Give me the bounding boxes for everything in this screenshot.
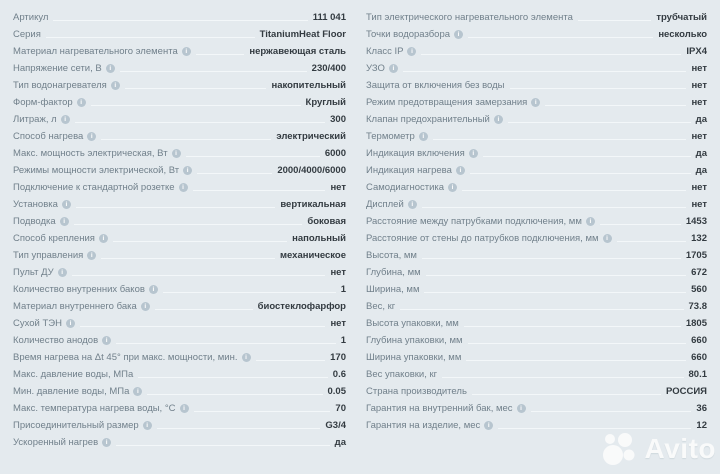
spec-row (13, 382, 346, 399)
spec-row (13, 263, 346, 280)
info-icon[interactable]: i (62, 200, 71, 209)
spec-label: Гарантия на изделие, мес (366, 420, 481, 431)
spec-value: нет (330, 182, 346, 193)
spec-column-left (13, 8, 346, 450)
spec-row (13, 297, 346, 314)
spec-label: Клапан предохранительный (366, 114, 490, 125)
spec-label: Индикация нагрева (366, 165, 452, 176)
spec-label: Вес, кг (366, 301, 396, 312)
spec-label: Гарантия на внутренний бак, мес (366, 403, 513, 414)
spec-value: 170 (330, 352, 346, 363)
leader-line (498, 428, 691, 429)
spec-label: Присоединительный размер (13, 420, 139, 431)
spec-value: нет (330, 267, 346, 278)
spec-value: 1805 (685, 318, 707, 329)
leader-line (91, 105, 301, 106)
leader-line (531, 411, 692, 412)
spec-row (13, 93, 346, 110)
spec-value: нет (330, 318, 346, 329)
leader-line (197, 173, 272, 174)
info-icon[interactable]: i (106, 64, 115, 73)
spec-row (13, 59, 346, 76)
spec-label: Защита от включения без воды (366, 80, 505, 91)
info-icon[interactable]: i (60, 217, 69, 226)
spec-row (366, 229, 707, 246)
info-icon[interactable]: i (494, 115, 503, 124)
spec-label: Тип водонагревателя (13, 80, 107, 91)
avito-watermark (601, 430, 716, 468)
leader-line (157, 428, 321, 429)
spec-row (13, 348, 346, 365)
spec-value: нет (691, 80, 707, 91)
leader-line (442, 377, 683, 378)
spec-label: Тип управления (13, 250, 84, 261)
leader-line (101, 258, 275, 259)
spec-row (13, 331, 346, 348)
spec-row (366, 399, 707, 416)
spec-value: 660 (691, 335, 707, 346)
spec-value: накопительный (271, 80, 346, 91)
spec-label: Установка (13, 199, 58, 210)
leader-line (472, 394, 661, 395)
spec-value: 132 (691, 233, 707, 244)
leader-line (138, 377, 328, 378)
spec-label: Материал внутреннего бака (13, 301, 137, 312)
info-icon[interactable]: i (61, 115, 70, 124)
spec-row (366, 314, 707, 331)
spec-row (366, 93, 707, 110)
spec-row (366, 280, 707, 297)
spec-value: 300 (330, 114, 346, 125)
spec-value: несколько (658, 29, 707, 40)
spec-label: Форм-фактор (13, 97, 73, 108)
leader-line (403, 71, 687, 72)
spec-value: нет (691, 131, 707, 142)
spec-label: Глубина, мм (366, 267, 421, 278)
spec-row (366, 348, 707, 365)
spec-value: 1705 (685, 250, 707, 261)
spec-label: Мин. давление воды, МПа (13, 386, 130, 397)
info-icon[interactable]: i (102, 438, 111, 447)
spec-value: 230/400 (311, 63, 346, 74)
leader-line (75, 122, 326, 123)
spec-row (366, 25, 707, 42)
spec-label: Макс. температура нагрева воды, °С (13, 403, 176, 414)
spec-label: Ускоренный нагрев (13, 437, 99, 448)
spec-value: 0.6 (332, 369, 346, 380)
leader-line (545, 105, 686, 106)
spec-row (366, 127, 707, 144)
spec-label: Подключение к стандартной розетке (13, 182, 175, 193)
spec-value: РОССИЯ (666, 386, 707, 397)
spec-row (366, 263, 707, 280)
spec-row (13, 25, 346, 42)
info-icon[interactable]: i (407, 47, 416, 56)
spec-label: Время нагрева на Δt 45° при макс. мощности, мин. (13, 352, 238, 363)
info-icon[interactable]: i (182, 47, 191, 56)
leader-line (155, 309, 253, 310)
spec-label: Количество анодов (13, 335, 99, 346)
spec-value: 12 (696, 420, 707, 431)
spec-value: 73.8 (688, 301, 707, 312)
spec-row (13, 433, 346, 450)
leader-line (424, 292, 686, 293)
spec-value: 660 (691, 352, 707, 363)
spec-label: Серия (13, 29, 41, 40)
spec-label: Класс IP (366, 46, 404, 57)
spec-value: G3/4 (325, 420, 346, 431)
spec-value: боковая (307, 216, 346, 227)
leader-line (508, 122, 691, 123)
spec-label: Самодиагностика (366, 182, 445, 193)
spec-label: Макс. мощность электрическая, Вт (13, 148, 168, 159)
leader-line (466, 360, 686, 361)
spec-label: Литраж, л (13, 114, 57, 125)
spec-value: 36 (696, 403, 707, 414)
leader-line (578, 20, 651, 21)
spec-label: Макс. давление воды, МПа (13, 369, 134, 380)
spec-row (366, 212, 707, 229)
spec-row (366, 246, 707, 263)
spec-value: нержавеющая сталь (249, 46, 346, 57)
spec-label: УЗО (366, 63, 385, 74)
spec-row (366, 161, 707, 178)
info-icon[interactable]: i (77, 98, 86, 107)
spec-row (13, 110, 346, 127)
spec-row (13, 365, 346, 382)
spec-value: да (695, 165, 707, 176)
info-icon[interactable]: i (484, 421, 493, 430)
leader-line (422, 258, 681, 259)
info-icon[interactable]: i (179, 183, 188, 192)
spec-label: Количество внутренних баков (13, 284, 145, 295)
info-icon[interactable]: i (454, 30, 463, 39)
spec-value: да (695, 148, 707, 159)
spec-row (366, 110, 707, 127)
spec-value: 672 (691, 267, 707, 278)
spec-row (13, 144, 346, 161)
spec-value: 1453 (685, 216, 707, 227)
spec-label: Способ нагрева (13, 131, 84, 142)
spec-value: нет (691, 63, 707, 74)
leader-line (101, 139, 271, 140)
leader-line (468, 343, 687, 344)
spec-label: Материал нагревательного элемента (13, 46, 178, 57)
spec-row (366, 8, 707, 25)
leader-line (464, 326, 681, 327)
info-icon[interactable]: i (99, 234, 108, 243)
spec-value: нет (691, 182, 707, 193)
info-icon[interactable]: i (408, 200, 417, 209)
spec-column-right (366, 8, 707, 433)
info-icon[interactable]: i (111, 81, 120, 90)
spec-row (366, 365, 707, 382)
spec-value: трубчатый (656, 12, 707, 23)
spec-label: Способ крепления (13, 233, 95, 244)
spec-value: Круглый (305, 97, 346, 108)
spec-row (13, 229, 346, 246)
leader-line (125, 88, 267, 89)
leader-line (120, 71, 307, 72)
leader-line (470, 173, 691, 174)
info-icon[interactable]: i (87, 132, 96, 141)
spec-label: Сухой ТЭН (13, 318, 62, 329)
spec-label: Термометр (366, 131, 415, 142)
spec-label: Расстояние между патрубками подключения, мм (366, 216, 582, 227)
spec-row (13, 246, 346, 263)
spec-value: 80.1 (688, 369, 707, 380)
spec-value: 1 (340, 335, 346, 346)
spec-row (13, 280, 346, 297)
spec-label: Глубина упаковки, мм (366, 335, 463, 346)
spec-row (13, 195, 346, 212)
spec-label: Режим предотвращения замерзания (366, 97, 528, 108)
info-icon[interactable]: i (469, 149, 478, 158)
leader-line (116, 343, 336, 344)
spec-row (13, 42, 346, 59)
info-icon[interactable]: i (389, 64, 398, 73)
spec-label: Точки водоразбора (366, 29, 451, 40)
spec-value: вертикальная (280, 199, 346, 210)
spec-label: Вес упаковки, кг (366, 369, 438, 380)
info-icon[interactable]: i (183, 166, 192, 175)
spec-label: Дисплей (366, 199, 404, 210)
spec-value: механическое (279, 250, 346, 261)
spec-label: Пульт ДУ (13, 267, 54, 278)
leader-line (147, 394, 322, 395)
spec-value: биостеклофарфор (257, 301, 346, 312)
spec-value: 1 (340, 284, 346, 295)
spec-row (13, 399, 346, 416)
spec-value: TitaniumHeat Floor (259, 29, 346, 40)
info-icon[interactable]: i (586, 217, 595, 226)
spec-value: 560 (691, 284, 707, 295)
info-icon[interactable]: i (242, 353, 251, 362)
spec-row (13, 178, 346, 195)
leader-line (400, 309, 683, 310)
spec-value: нет (691, 199, 707, 210)
info-icon[interactable]: i (102, 336, 111, 345)
spec-label: Артикул (13, 12, 49, 23)
info-icon[interactable]: i (133, 387, 142, 396)
info-icon[interactable]: i (531, 98, 540, 107)
spec-row (13, 161, 346, 178)
spec-label: Индикация включения (366, 148, 465, 159)
spec-label: Высота, мм (366, 250, 417, 261)
leader-line (196, 54, 245, 55)
leader-line (421, 54, 681, 55)
spec-row (366, 178, 707, 195)
info-icon[interactable]: i (419, 132, 428, 141)
spec-row (13, 127, 346, 144)
spec-row (366, 195, 707, 212)
spec-label: Подводка (13, 216, 56, 227)
spec-value: напольный (292, 233, 346, 244)
leader-line (426, 275, 687, 276)
info-icon[interactable]: i (172, 149, 181, 158)
info-icon[interactable]: i (87, 251, 96, 260)
spec-value: да (695, 114, 707, 125)
spec-label: Страна производитель (366, 386, 467, 397)
leader-line (256, 360, 326, 361)
spec-value: IPX4 (686, 46, 707, 57)
info-icon[interactable]: i (66, 319, 75, 328)
info-icon[interactable]: i (603, 234, 612, 243)
spec-row (366, 42, 707, 59)
leader-line (80, 326, 325, 327)
spec-row (13, 416, 346, 433)
leader-line (193, 190, 326, 191)
leader-line (76, 207, 275, 208)
spec-row (13, 76, 346, 93)
spec-row (366, 76, 707, 93)
leader-line (46, 37, 255, 38)
spec-label: Напряжение сети, В (13, 63, 102, 74)
spec-value: 2000/4000/6000 (277, 165, 346, 176)
info-icon[interactable]: i (448, 183, 457, 192)
leader-line (72, 275, 326, 276)
spec-label: Высота упаковки, мм (366, 318, 459, 329)
info-icon[interactable]: i (141, 302, 150, 311)
leader-line (422, 207, 687, 208)
info-icon[interactable]: i (58, 268, 67, 277)
spec-value: 6000 (324, 148, 346, 159)
leader-line (113, 241, 287, 242)
spec-value: да (334, 437, 346, 448)
spec-row (366, 382, 707, 399)
spec-label: Режимы мощности электрической, Вт (13, 165, 180, 176)
leader-line (163, 292, 336, 293)
avito-watermark-text: Avito (644, 433, 716, 464)
leader-line (74, 224, 303, 225)
leader-line (186, 156, 320, 157)
spec-row (13, 212, 346, 229)
info-icon[interactable]: i (180, 404, 189, 413)
spec-row (366, 297, 707, 314)
spec-label: Расстояние от стены до патрубков подключения, мм (366, 233, 599, 244)
spec-row (13, 8, 346, 25)
leader-line (483, 156, 691, 157)
spec-row (366, 331, 707, 348)
leader-line (194, 411, 331, 412)
leader-line (468, 37, 653, 38)
leader-line (600, 224, 681, 225)
spec-value: 111 041 (312, 12, 346, 23)
spec-label: Ширина, мм (366, 284, 420, 295)
info-icon[interactable]: i (456, 166, 465, 175)
spec-value: электрический (276, 131, 346, 142)
leader-line (53, 20, 307, 21)
info-icon[interactable]: i (517, 404, 526, 413)
info-icon[interactable]: i (149, 285, 158, 294)
spec-value: 70 (335, 403, 346, 414)
spec-value: 0.05 (327, 386, 346, 397)
leader-line (617, 241, 687, 242)
info-icon[interactable]: i (143, 421, 152, 430)
leader-line (433, 139, 687, 140)
spec-row (13, 314, 346, 331)
spec-label: Тип электрического нагревательного элемента (366, 12, 573, 23)
leader-line (462, 190, 686, 191)
spec-value: нет (691, 97, 707, 108)
leader-line (116, 445, 330, 446)
spec-label: Ширина упаковки, мм (366, 352, 462, 363)
spec-row (366, 144, 707, 161)
avito-logo-icon (601, 430, 641, 468)
spec-row (366, 59, 707, 76)
leader-line (510, 88, 687, 89)
